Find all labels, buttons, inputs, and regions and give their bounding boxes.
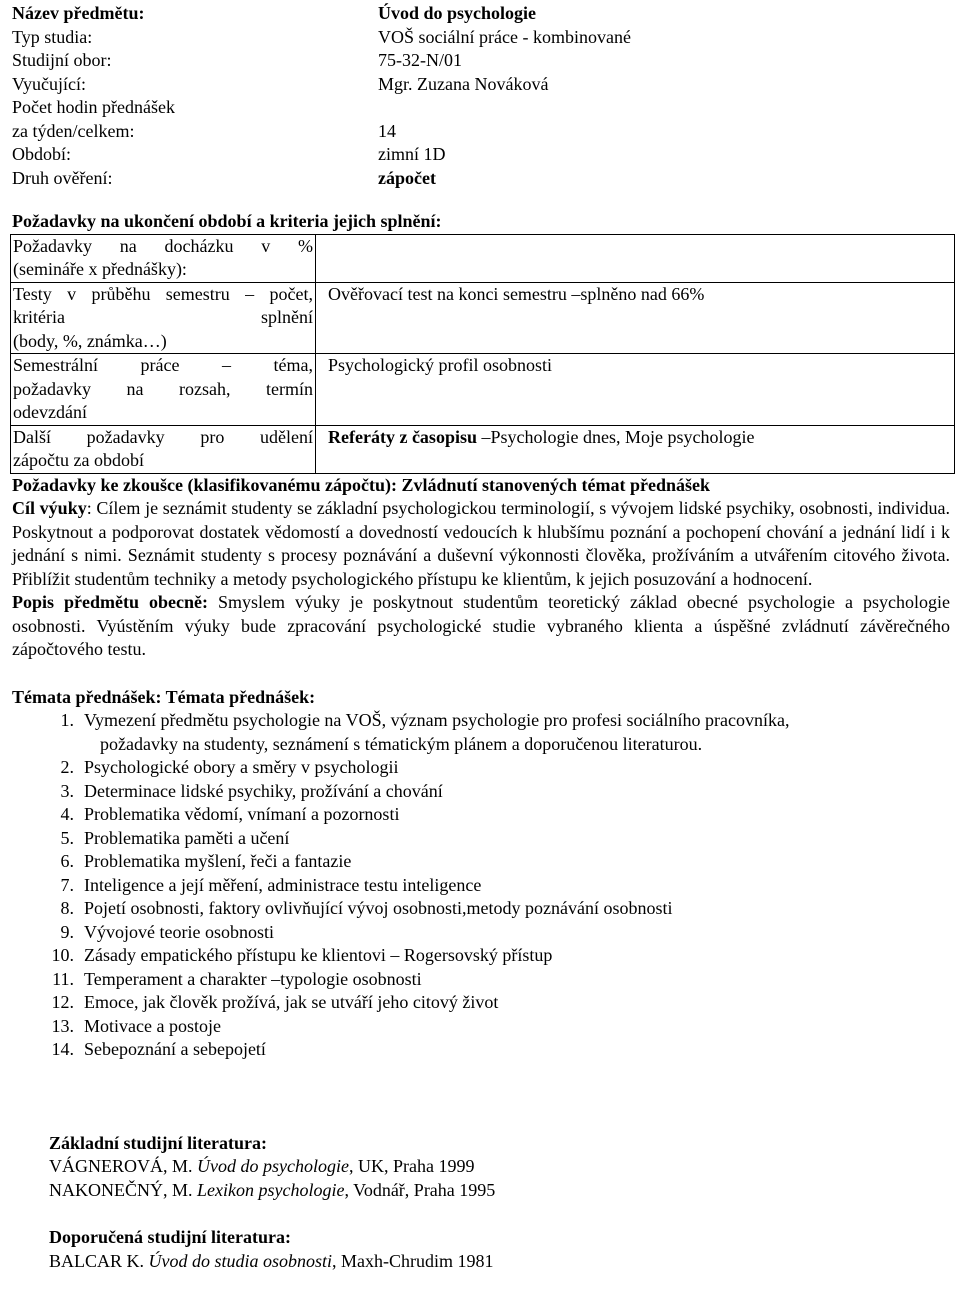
topic-number: 12. [51,992,74,1012]
literature-title: Úvod do psychologie [197,1156,349,1176]
requirement-label-line: Požadavky na docházku v % [13,235,313,256]
topic-item [12,827,950,851]
topic-text-main: Determinace lidské psychiky, prožívání a chování [84,780,443,801]
requirement-value-cell [316,425,955,473]
exam-requirements: Požadavky ke zkoušce (klasifikovanému zápočtu): Zvládnutí stanovených témat přednášek [12,474,711,495]
literature-author: BALCAR K. [49,1250,149,1271]
literature-title: Úvod do studia osobnosti [148,1250,333,1271]
info-value: Úvod do psychologie [378,3,537,23]
info-row [12,96,950,120]
info-value: 75-32-N/01 [378,50,462,70]
requirement-label-cell [11,282,316,354]
topic-text-main: Sebepoznání a sebepojetí [84,1039,266,1059]
description-label: Popis předmětu obecně: [12,592,209,612]
info-label: Vyučující: [12,73,86,94]
topic-item [12,897,950,921]
topic-number: 8. [60,898,74,918]
topic-text-main: Problematika vědomí, vnímaní a pozornosti [84,804,400,824]
topic-item [12,1038,950,1062]
info-value [378,96,950,120]
topic-item [12,944,950,968]
topic-text-main: Inteligence a její měření, administrace testu inteligence [84,874,482,895]
topic-number: 14. [51,1039,74,1059]
info-row [12,2,950,26]
requirement-label-line: odevzdání [13,402,87,422]
topic-number: 5. [60,827,74,848]
requirement-value: Ověřovací test na konci semestru –splněno nad 66% [328,283,705,304]
topic-text-main: Pojetí osobnosti, faktory ovlivňující vývoj osobnosti,metody poznávání osobnosti [84,898,673,918]
topic-number: 9. [60,921,74,942]
requirement-value-cell [316,282,955,354]
info-label: Typ studia: [12,26,93,47]
course-info [12,2,950,190]
requirements-table [10,234,955,474]
topic-text-main: Problematika myšlení, řeči a fantazie [84,851,352,871]
requirement-label-line: Testy v průběhu semestru – počet, [13,283,313,304]
literature-author: VÁGNEROVÁ, M. [49,1156,197,1176]
topic-item [12,991,950,1015]
topic-item [12,850,950,874]
topic-number: 10. [51,945,74,965]
topic-text-main: Problematika paměti a učení [84,827,290,848]
topic-item [12,874,950,898]
topic-text-main: Psychologické obory a směry v psychologii [84,757,399,777]
literature-title: Lexikon psychologie [197,1179,345,1200]
topic-text-main: Temperament a charakter –typologie osobnosti [84,968,422,989]
topic-item [12,1015,950,1039]
topic-text [84,780,950,804]
info-row [12,73,950,97]
topic-text [84,1038,950,1062]
literature-publisher: , UK, Praha 1999 [348,1156,475,1176]
recommended-literature-heading: Doporučená studijní literatura: [49,1227,291,1247]
requirement-value-bold: Referáty z časopisu [328,426,477,447]
requirements-row [11,234,955,282]
description-paragraph [12,591,950,662]
info-value: VOŠ sociální práce - kombinované [378,26,631,47]
info-label: Název předmětu: [12,3,145,23]
requirement-label-line: Další požadavky pro udělení [13,426,313,447]
topic-text [84,803,950,827]
info-row [12,49,950,73]
requirement-label-line: (body, %, známka…) [13,330,167,351]
topic-text [84,709,950,756]
goal-label: Cíl výuky [12,498,87,518]
recommended-literature-list [49,1250,950,1274]
topic-text [84,897,950,921]
info-row [12,26,950,50]
topic-text [84,968,950,992]
info-label: Studijní obor: [12,50,112,70]
requirement-label-cell [11,425,316,473]
topics-list [12,709,950,1062]
basic-literature-heading: Základní studijní literatura: [49,1132,268,1153]
description-text: Smyslem výuky je poskytnout studentům teoretický základ obecné psychologie a psychologie osobnosti. Vyústěním výuky bude zpracování psychologické studie vybraného klienta a úspěšné zvládnutí závěrečného zápočtového testu. [12,592,950,659]
info-row [12,120,950,144]
syllabus-page [12,2,950,1273]
topic-text [84,991,950,1015]
topic-text [84,756,950,780]
requirement-label-line: požadavky na rozsah, termín [13,378,313,399]
topic-text [84,874,950,898]
info-row [12,167,950,191]
topics-heading: Témata přednášek: Témata přednášek: [12,686,316,707]
requirements-row [11,425,955,473]
topic-number: 1. [60,710,74,730]
topic-item [12,756,950,780]
requirement-label-cell [11,354,316,426]
topic-text-main: Vývojové teorie osobnosti [84,921,274,942]
topic-text-main: Vymezení předmětu psychologie na VOŠ, význam psychologie pro profesi sociálního pracovníka, [84,710,790,730]
topic-text [84,1015,950,1039]
info-value: Mgr. Zuzana Nováková [378,73,549,94]
literature-author: NAKONEČNÝ, M. [49,1179,197,1200]
topic-text-main: Emoce, jak člověk prožívá, jak se utváří jeho citový život [84,992,499,1012]
topic-number: 13. [51,1015,74,1036]
literature-item [49,1155,950,1179]
goal-paragraph [12,497,950,591]
requirements-heading: Požadavky na ukončení období a kriteria jejich splnění: [12,211,442,231]
info-value: zápočet [378,167,436,188]
info-label: Období: [12,144,72,164]
literature-publisher: , Maxh-Chrudim 1981 [332,1250,494,1271]
topic-item [12,968,950,992]
topic-text [84,850,950,874]
requirement-value-cell [316,234,955,282]
basic-literature-list [49,1155,950,1202]
literature-item [49,1179,950,1203]
info-label: za týden/celkem: [12,120,135,141]
requirement-label-line: Semestrální práce – téma, [13,355,313,375]
info-value: 14 [378,120,396,141]
topic-number: 7. [60,874,74,895]
requirement-value: Psychologický profil osobnosti [328,355,552,375]
topic-text-main: Motivace a postoje [84,1015,221,1036]
literature-publisher: , Vodnář, Praha 1995 [344,1179,496,1200]
topic-text-continuation: požadavky na studenty, seznámení s tématickým plánem a doporučenou literaturou. [100,733,703,754]
literature-item [49,1250,950,1274]
requirement-label-line: kritéria splnění [13,307,313,327]
topic-number: 6. [60,851,74,871]
topic-item [12,921,950,945]
topic-number: 3. [60,780,74,801]
info-row [12,143,950,167]
topic-number: 11. [52,968,74,989]
requirement-label-cell [11,234,316,282]
topic-text [84,827,950,851]
topic-item [12,780,950,804]
topic-number: 2. [60,757,74,777]
info-value: zimní 1D [378,144,446,164]
topic-text-main: Zásady empatického přístupu ke klientovi – Rogersovský přístup [84,945,553,965]
topic-item [12,803,950,827]
topic-number: 4. [60,804,74,824]
topic-item [12,709,950,756]
info-label: Počet hodin přednášek [12,97,175,117]
requirements-row [11,354,955,426]
topic-text [84,944,950,968]
requirement-label-line: zápočtu za období [13,450,144,470]
topic-text [84,921,950,945]
goal-text: : Cílem je seznámit studenty se základní psychologickou terminologií, s vývojem lidské psychiky, osobnosti, individua. Poskytnout a podporovat dostatek vědomostí a dovedností vedoucích k hlubšímu poznání a pochopení chování a jednání lidí i k jednání s nimi. Seznámit studenty s procesy poznávání a duševní výkonnosti člověka, prožíváním a utvářením citového života. Přiblížit studentům techniky a metody psychologického přístupu ke klientům, k jejich posuzování a hodnocení. [12,498,950,589]
requirement-value: –Psychologie dnes, Moje psychologie [476,426,755,447]
requirement-value-cell [316,354,955,426]
requirements-row [11,282,955,354]
info-label: Druh ověření: [12,167,113,188]
requirement-label-line: (semináře x přednášky): [13,259,187,279]
